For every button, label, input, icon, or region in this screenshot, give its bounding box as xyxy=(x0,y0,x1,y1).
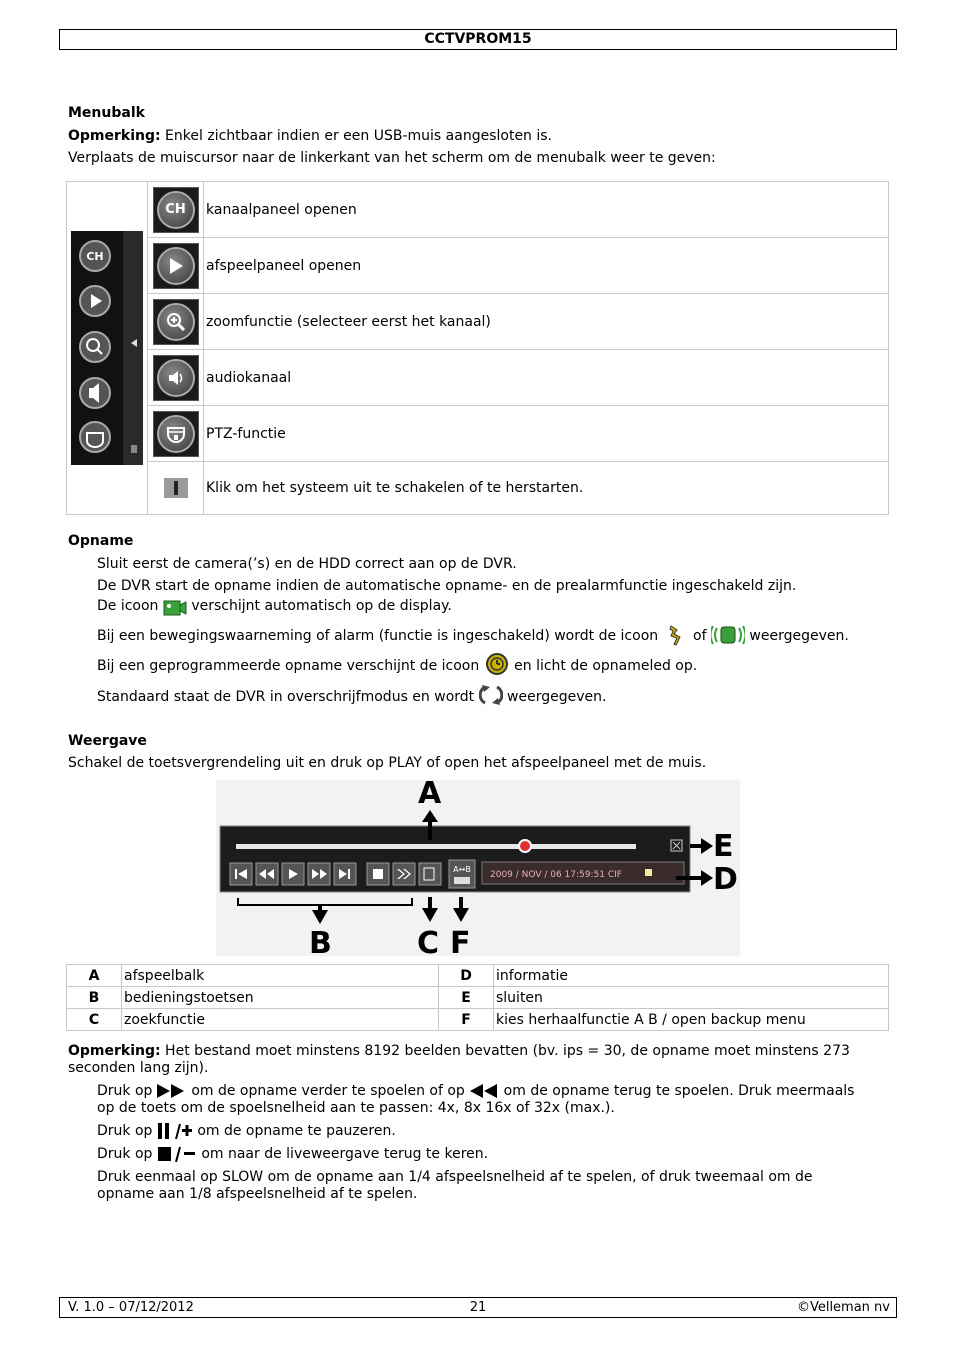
play-icon xyxy=(153,243,199,289)
opname-line-1: Sluit eerst de camera(’s) en de HDD correct aan op de DVR. xyxy=(97,556,517,572)
weergave-para-1: Druk op om de opname verder te spoelen of op om de opname terug te spoelen. Druk meermaals xyxy=(97,1083,855,1099)
opname-line-2: De DVR start de opname indien de automatische opname- en de prealarmfunctie ingeschakeld zijn. xyxy=(97,578,797,594)
footer-version: V. 1.0 – 07/12/2012 xyxy=(68,1300,194,1315)
legend-table xyxy=(66,964,889,1031)
ch-icon: CH xyxy=(153,187,199,233)
callout-c: C xyxy=(417,926,440,956)
rewind-icon xyxy=(469,1084,499,1098)
weergave-para-4: Druk eenmaal op SLOW om de opname aan 1/4 afspeelsnelheid af te spelen, of druk tweemaal om de xyxy=(97,1169,813,1185)
weergave-para-2: Druk op om de opname te pauzeren. xyxy=(97,1123,396,1139)
weergave-para-1-cont: op de toets om de spoelsnelheid aan te passen: 4x, 8x 16x of 32x (max.). xyxy=(97,1100,615,1116)
power-icon xyxy=(164,478,188,498)
callout-a: A xyxy=(418,780,442,811)
document-footer xyxy=(59,1297,897,1318)
note-label: Opmerking: xyxy=(68,128,161,144)
alarm-icon xyxy=(711,624,745,646)
audio-icon-cell xyxy=(148,350,204,406)
callout-d: D xyxy=(713,862,738,897)
note-label: Opmerking: xyxy=(68,1043,161,1059)
opname-line-5: Bij een geprogrammeerde opname verschijnt de icoon en licht de opnameled op. xyxy=(97,658,697,676)
menubar-item-label: afspeelpaneel openen xyxy=(204,238,889,294)
weergave-note-cont: seconden lang zijn). xyxy=(68,1060,209,1076)
svg-text:CH: CH xyxy=(86,250,104,263)
callout-b: B xyxy=(309,926,332,956)
callout-f: F xyxy=(450,926,471,956)
pause-plus-icon xyxy=(157,1123,193,1139)
schedule-icon xyxy=(484,652,510,676)
section-heading-opname: Opname xyxy=(68,533,134,549)
weergave-intro: Schakel de toetsvergrendeling uit en druk op PLAY of open het afspeelpaneel met de muis. xyxy=(68,755,707,771)
playback-slider-knob[interactable] xyxy=(519,840,531,852)
playback-panel-diagram xyxy=(216,780,740,956)
zoom-icon xyxy=(153,299,199,345)
menubar-item-label: Klik om het systeem uit te schakelen of te herstarten. xyxy=(204,462,889,515)
document-code: CCTVPROM15 xyxy=(424,31,532,47)
audio-icon xyxy=(153,355,199,401)
footer-page-number: 21 xyxy=(469,1300,487,1315)
menubar-preview-cell xyxy=(67,182,148,515)
ab-label: A↔B xyxy=(453,865,471,874)
document-header xyxy=(59,29,897,50)
section-heading-menubalk: Menubalk xyxy=(68,105,145,121)
section-heading-weergave: Weergave xyxy=(68,733,147,749)
menubar-item-label: kanaalpaneel openen xyxy=(204,182,889,238)
search-button[interactable] xyxy=(419,863,441,885)
record-camera-icon xyxy=(163,598,187,618)
motion-icon xyxy=(663,624,689,648)
note-text: Enkel zichtbaar indien er een USB-muis aangesloten is. xyxy=(160,128,553,144)
table-row: C zoekfunctie F kies herhaalfunctie A B / open backup menu xyxy=(67,1009,889,1031)
opname-line-4: Bij een bewegingswaarneming of alarm (functie is ingeschakeld) wordt de icoon of weergegeven. xyxy=(97,628,849,648)
weergave-para-4-cont: opname aan 1/8 afspeelsnelheid af te spelen. xyxy=(97,1186,418,1202)
menubar-item-label: zoomfunctie (selecteer eerst het kanaal) xyxy=(204,294,889,350)
playback-bar[interactable] xyxy=(236,844,636,849)
menubar-item-label: audiokanaal xyxy=(204,350,889,406)
menubalk-note xyxy=(68,128,552,145)
weergave-note: Opmerking: Het bestand moet minstens 8192 beelden bevatten (bv. ips = 30, de opname moet minstens 273 xyxy=(68,1043,850,1059)
zoom-icon-cell xyxy=(148,294,204,350)
weergave-para-3: Druk op om naar de liveweergave terug te keren. xyxy=(97,1146,489,1162)
power-icon-cell xyxy=(148,462,204,515)
table-row: A afspeelbalk D informatie xyxy=(67,965,889,987)
stop-minus-icon xyxy=(157,1146,197,1162)
menubar-item-label: PTZ-functie xyxy=(204,406,889,462)
panel-info-text: 2009 / NOV / 06 17:59:51 CIF xyxy=(490,870,622,880)
opname-line-3: De icoon verschijnt automatisch op de display. xyxy=(97,598,452,618)
table-row: B bedieningstoetsen E sluiten xyxy=(67,987,889,1009)
play-icon-cell xyxy=(148,238,204,294)
opname-line-6: Standaard staat de DVR in overschrijfmodus en wordt weergegeven. xyxy=(97,689,606,707)
overwrite-icon xyxy=(479,683,503,707)
footer-copyright: ©Velleman nv xyxy=(796,1300,890,1315)
ptz-icon-cell xyxy=(148,406,204,462)
menubar-preview-image xyxy=(71,231,143,465)
menubalk-intro: Verplaats de muiscursor naar de linkerkant van het scherm om de menubalk weer te geven: xyxy=(68,150,716,166)
menubar-table xyxy=(66,181,889,515)
ch-icon-cell xyxy=(148,182,204,238)
ptz-icon xyxy=(153,411,199,457)
callout-e: E xyxy=(713,829,734,864)
fast-forward-icon xyxy=(157,1084,187,1098)
